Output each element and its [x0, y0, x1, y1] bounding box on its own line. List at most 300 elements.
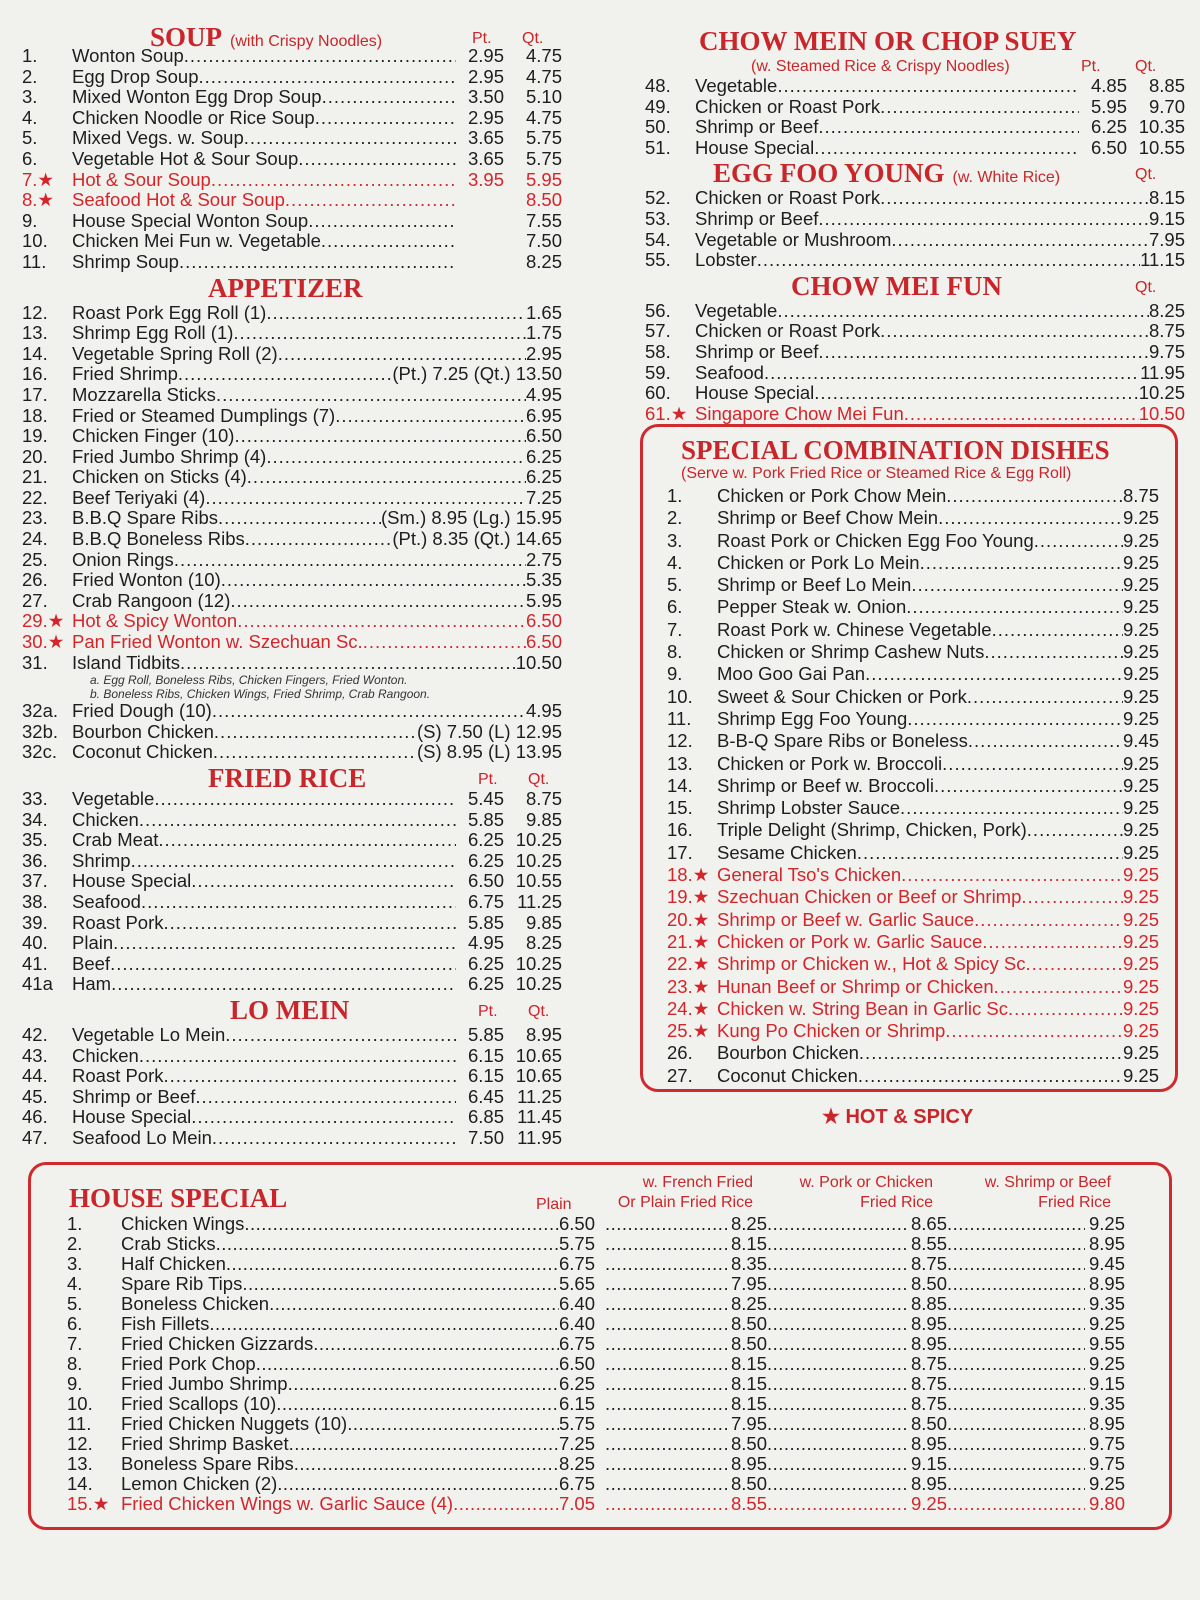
dot-leader — [947, 1434, 1085, 1454]
fried-rice-title: FRIED RICE — [208, 763, 367, 793]
item-number: 31. — [22, 651, 48, 673]
price-pork-chicken: 8.95 — [910, 1313, 947, 1334]
item-number: 24. — [22, 528, 48, 550]
item-price: 1.65 — [525, 301, 562, 323]
price-plain: 5.75 — [559, 1233, 596, 1254]
item-number: 61.★ — [645, 402, 688, 424]
item-number: 20. — [22, 445, 48, 467]
item-price-pt: 3.95 — [467, 168, 504, 190]
item-number: 26. — [22, 569, 48, 591]
dot-leader — [191, 871, 456, 892]
menu-item-row — [667, 574, 1159, 596]
menu-item-row — [645, 321, 1185, 342]
price-pork-chicken: 8.95 — [910, 1433, 947, 1454]
dot-leader — [110, 954, 456, 975]
item-name: Roast Pork or Chicken Egg Foo Young — [717, 529, 1034, 551]
menu-item-row — [667, 886, 1159, 908]
dot-leader — [212, 701, 526, 722]
item-price: (S) 7.50 (L) 12.95 — [417, 720, 562, 742]
item-name: Fried Dough (10) — [72, 700, 212, 722]
fried-rice-list — [22, 789, 562, 995]
item-price: 4.95 — [525, 700, 562, 722]
dot-leader — [256, 1354, 559, 1374]
lo-mein-title: LO MEIN — [230, 994, 350, 1025]
combo-list — [667, 485, 1159, 1087]
dot-leader — [180, 653, 516, 674]
menu-item-row — [22, 1066, 562, 1087]
dot-leader — [945, 1020, 1123, 1042]
item-number: 23. — [22, 507, 48, 529]
item-number: 1. — [67, 1213, 83, 1234]
dot-leader — [1021, 886, 1123, 908]
dot-leader — [767, 1234, 907, 1254]
item-number: 32a. — [22, 700, 59, 722]
price-plain: 7.05 — [559, 1493, 596, 1514]
house-special-row — [67, 1434, 1125, 1454]
item-price-qt: 10.55 — [1138, 136, 1185, 158]
menu-item-row — [22, 406, 562, 427]
house-special-list — [67, 1214, 1125, 1514]
item-price-qt: 5.10 — [525, 86, 562, 108]
menu-item-row — [22, 570, 562, 591]
dot-leader — [285, 190, 456, 211]
menu-item-row — [667, 552, 1159, 574]
item-name: Szechuan Chicken or Beef or Shrimp — [717, 886, 1022, 908]
item-number: 22.★ — [667, 953, 710, 975]
dot-leader — [764, 363, 1140, 384]
item-price-qt: 8.25 — [525, 250, 562, 272]
item-name: Plain — [72, 932, 114, 954]
dot-leader — [276, 1394, 559, 1414]
dot-leader — [214, 722, 417, 743]
price-shrimp-beef: 8.95 — [1088, 1273, 1125, 1294]
item-price-pt: 2.95 — [467, 106, 504, 128]
dot-leader — [199, 67, 456, 88]
item-name: Shrimp or Beef — [72, 1085, 196, 1107]
menu-item-row — [667, 753, 1159, 775]
price-french-fried: 8.25 — [730, 1293, 767, 1314]
item-number: 39. — [22, 911, 48, 933]
dot-leader — [920, 552, 1123, 574]
item-price: (Pt.) 7.25 (Qt.) 13.50 — [392, 363, 562, 385]
item-number: 16. — [22, 363, 48, 385]
item-number: 43. — [22, 1044, 48, 1066]
menu-item-row — [22, 67, 562, 88]
menu-item-row — [22, 508, 562, 529]
item-number: 3. — [667, 529, 683, 551]
dot-leader — [605, 1334, 727, 1354]
dot-leader — [968, 730, 1123, 752]
item-price: 9.25 — [1122, 529, 1159, 551]
item-name: Fried Pork Chop — [121, 1353, 256, 1374]
menu-item-row — [667, 953, 1159, 975]
item-price-pt: 6.15 — [467, 1044, 504, 1066]
combo-subtitle: (Serve w. Pork Fried Rice or Steamed Rice & Egg Roll) — [681, 465, 1072, 482]
dot-leader — [900, 797, 1123, 819]
item-price-pt: 4.85 — [1090, 75, 1127, 96]
item-number: 15. — [667, 797, 693, 819]
item-number: 7.★ — [22, 168, 55, 190]
item-name: Egg Drop Soup — [72, 65, 199, 87]
menu-item-row — [22, 231, 562, 252]
item-price: 8.75 — [1148, 320, 1185, 342]
item-price: 10.50 — [1138, 402, 1185, 424]
item-name: Chicken Noodle or Rice Soup — [72, 106, 315, 128]
price-shrimp-beef: 9.25 — [1088, 1353, 1125, 1374]
item-price-pt: 2.95 — [467, 65, 504, 87]
item-name: B.B.Q Boneless Ribs — [72, 528, 245, 550]
price-french-fried: 8.15 — [730, 1393, 767, 1414]
col-pork-chicken-label: w. Pork or Chicken Fried Rice — [799, 1174, 933, 1211]
price-shrimp-beef: 9.75 — [1088, 1453, 1125, 1474]
item-price: 9.25 — [1122, 618, 1159, 640]
item-price-qt: 5.95 — [525, 168, 562, 190]
price-shrimp-beef: 9.80 — [1088, 1493, 1125, 1514]
item-name: Vegetable — [72, 788, 155, 809]
price-french-fried: 8.15 — [730, 1373, 767, 1394]
item-name: Chicken — [72, 808, 139, 830]
item-price-qt: 11.95 — [517, 1126, 562, 1148]
dot-leader — [946, 485, 1123, 507]
dot-leader — [859, 1042, 1123, 1064]
item-number: 10. — [22, 230, 48, 252]
item-number: 11. — [67, 1413, 92, 1434]
item-name: Shrimp or Beef Chow Mein — [717, 507, 939, 529]
dot-leader — [347, 1414, 559, 1434]
item-number: 30.★ — [22, 631, 65, 653]
item-price-qt: 11.45 — [517, 1106, 562, 1128]
price-plain: 6.75 — [559, 1333, 596, 1354]
item-price: 9.25 — [1122, 886, 1159, 908]
dot-leader — [818, 342, 1149, 363]
chow-mei-fun-qt-label: Qt. — [1135, 278, 1157, 296]
item-price: 9.25 — [1122, 574, 1159, 596]
dot-leader — [218, 508, 381, 529]
dot-leader — [288, 1374, 559, 1394]
item-name: Shrimp or Beef — [695, 207, 819, 229]
dot-leader — [278, 344, 526, 365]
item-price-qt: 4.75 — [525, 45, 562, 66]
item-price-pt: 5.95 — [1090, 95, 1127, 117]
price-shrimp-beef: 9.35 — [1088, 1393, 1125, 1414]
item-price: 9.25 — [1122, 819, 1159, 841]
dot-leader — [234, 426, 526, 447]
dot-leader — [242, 1274, 559, 1294]
item-price-qt: 5.75 — [525, 127, 562, 149]
item-name: Chicken or Pork w. Garlic Sauce — [717, 930, 983, 952]
item-name: Chicken or Shrimp Cashew Nuts — [717, 641, 985, 663]
item-number: 19.★ — [667, 886, 710, 908]
item-price: 6.25 — [525, 445, 562, 467]
item-number: 41. — [22, 952, 48, 974]
item-number: 25. — [22, 548, 48, 570]
item-name: Fried Shrimp — [72, 363, 178, 385]
menu-item-row — [22, 722, 562, 743]
menu-item-row — [22, 170, 562, 191]
dot-leader — [225, 1025, 456, 1046]
menu-item-row — [22, 190, 562, 211]
dot-leader — [221, 570, 526, 591]
item-name: Lobster — [695, 249, 757, 271]
item-price-pt: 5.85 — [467, 808, 504, 830]
menu-item-row — [22, 364, 562, 385]
soup-header — [22, 22, 562, 52]
dot-leader — [315, 108, 456, 129]
item-number: 20.★ — [667, 908, 710, 930]
price-french-fried: 8.50 — [730, 1333, 767, 1354]
dot-leader — [244, 1214, 559, 1234]
item-number: 2. — [667, 507, 683, 529]
dot-leader — [605, 1314, 727, 1334]
item-name: Moo Goo Gai Pan — [717, 663, 866, 685]
item-name: Seafood — [72, 890, 141, 912]
item-price: 6.50 — [525, 631, 562, 653]
price-pork-chicken: 9.25 — [910, 1493, 947, 1514]
menu-item-row — [22, 1087, 562, 1108]
item-name: Beef — [72, 952, 111, 974]
dot-leader — [131, 851, 456, 872]
price-shrimp-beef: 9.25 — [1088, 1473, 1125, 1494]
dot-leader — [605, 1454, 727, 1474]
item-number: 33. — [22, 788, 48, 809]
dot-leader — [335, 406, 526, 427]
item-name: Roast Pork — [72, 1065, 164, 1087]
chow-mein-qt-label: Qt. — [1135, 58, 1157, 75]
item-name: Fried Jumbo Shrimp — [121, 1373, 288, 1394]
dot-leader — [767, 1474, 907, 1494]
menu-item-row — [667, 663, 1159, 685]
dot-leader — [947, 1354, 1085, 1374]
item-name: Seafood Hot & Sour Soup — [72, 189, 285, 211]
dot-leader — [857, 842, 1123, 864]
price-french-fried: 8.50 — [730, 1433, 767, 1454]
menu-item-row — [22, 467, 562, 488]
price-pork-chicken: 8.75 — [910, 1353, 947, 1374]
item-name: Chicken or Pork Chow Mein — [717, 485, 947, 506]
dot-leader — [1034, 530, 1123, 552]
item-name: General Tso's Chicken — [717, 864, 902, 886]
item-price: 6.50 — [525, 425, 562, 447]
item-price: 9.25 — [1122, 685, 1159, 707]
menu-item-row — [22, 591, 562, 612]
dot-leader — [277, 1474, 559, 1494]
item-name: Fried Chicken Wings w. Garlic Sauce (4) — [121, 1493, 454, 1514]
price-pork-chicken: 8.50 — [910, 1413, 947, 1434]
item-number: 53. — [645, 207, 671, 229]
dot-leader — [453, 1494, 559, 1514]
item-price-qt: 10.55 — [515, 870, 562, 892]
dot-leader — [767, 1374, 907, 1394]
dot-leader — [141, 892, 456, 913]
house-special-row — [67, 1474, 1125, 1494]
house-special-row — [67, 1414, 1125, 1434]
item-name: Chicken or Roast Pork — [695, 95, 881, 117]
item-number: 15.★ — [67, 1493, 110, 1514]
menu-item-row — [667, 641, 1159, 663]
item-name: House Special — [695, 382, 815, 404]
item-price-qt: 7.50 — [525, 230, 562, 252]
dot-leader — [904, 404, 1139, 425]
item-name: Coconut Chicken — [717, 1064, 858, 1086]
item-name: B-B-Q Spare Ribs or Boneless — [717, 730, 968, 752]
item-price: (Sm.) 8.95 (Lg.) 15.95 — [381, 507, 562, 529]
item-name: Chicken on Sticks (4) — [72, 466, 247, 488]
item-number: 5. — [22, 127, 38, 149]
item-price: 8.15 — [1148, 187, 1185, 209]
dot-leader — [934, 775, 1123, 797]
item-price: 6.50 — [525, 610, 562, 632]
dot-leader — [947, 1454, 1085, 1474]
item-name: Seafood Lo Mein — [72, 1126, 212, 1148]
item-name: Fried Wonton (10) — [72, 569, 221, 591]
dot-leader — [947, 1494, 1085, 1514]
item-name: Shrimp Lobster Sauce — [717, 797, 901, 819]
dot-leader — [179, 252, 456, 273]
item-name: Onion Rings — [72, 548, 174, 570]
item-name: Hunan Beef or Shrimp or Chicken — [717, 975, 994, 997]
price-plain: 6.50 — [559, 1353, 596, 1374]
item-number: 3. — [22, 86, 38, 108]
dot-leader — [139, 810, 456, 831]
item-number: 6. — [22, 147, 38, 169]
item-price-pt: 3.50 — [467, 86, 504, 108]
dot-leader — [216, 1234, 559, 1254]
item-number: 8. — [67, 1353, 83, 1374]
chow-mei-fun-title: CHOW MEI FUN — [791, 270, 1003, 301]
dot-leader — [321, 231, 456, 252]
item-name: Shrimp or Beef Lo Mein — [717, 574, 912, 596]
dot-leader — [139, 1046, 456, 1067]
item-name: Shrimp Egg Foo Young — [717, 707, 908, 729]
menu-item-row — [22, 933, 562, 954]
menu-item-row — [645, 250, 1185, 271]
menu-item-row — [22, 550, 562, 571]
dot-leader — [605, 1254, 727, 1274]
item-number: 5. — [67, 1293, 83, 1314]
menu-item-row — [22, 323, 562, 344]
dot-leader — [605, 1214, 727, 1234]
dot-leader — [767, 1494, 907, 1514]
chow-mein-pt-label: Pt. — [1081, 58, 1101, 75]
house-special-row — [67, 1354, 1125, 1374]
price-shrimp-beef: 9.25 — [1088, 1313, 1125, 1334]
dot-leader — [901, 864, 1123, 886]
price-plain: 6.40 — [559, 1313, 596, 1334]
item-number: 8.★ — [22, 189, 55, 211]
item-price: 11.15 — [1140, 249, 1185, 271]
dot-leader — [205, 488, 526, 509]
item-price: 9.25 — [1122, 752, 1159, 774]
dot-leader — [294, 1454, 559, 1474]
item-number: 9. — [67, 1373, 83, 1394]
item-name: Shrimp or Beef — [695, 340, 819, 362]
dot-leader — [233, 323, 526, 344]
item-name: Wonton Soup — [72, 45, 184, 66]
item-name: Vegetable Hot & Sour Soup — [72, 147, 299, 169]
soup-subtitle: (with Crispy Noodles) — [230, 33, 383, 50]
menu-item-row — [667, 596, 1159, 618]
item-price-qt: 4.75 — [525, 65, 562, 87]
menu-item-row — [645, 97, 1185, 118]
menu-item-row — [22, 488, 562, 509]
item-price-pt: 6.85 — [467, 1106, 504, 1128]
item-number: 24.★ — [667, 997, 710, 1019]
item-number: 34. — [22, 808, 48, 830]
item-number: 48. — [645, 75, 671, 96]
chow-mein-title: CHOW MEIN OR CHOP SUEY — [699, 26, 1077, 56]
menu-item-row — [645, 76, 1185, 97]
dot-leader — [767, 1214, 907, 1234]
item-number: 52. — [645, 187, 671, 209]
item-name: Beef Teriyaki (4) — [72, 486, 206, 508]
appetizer-title: APPETIZER — [208, 272, 363, 303]
dot-leader — [906, 596, 1123, 618]
lo-mein-list — [22, 1025, 562, 1149]
item-price: 9.25 — [1122, 1064, 1159, 1086]
menu-item-row — [667, 775, 1159, 797]
item-number: 40. — [22, 932, 48, 954]
item-number: 22. — [22, 486, 48, 508]
menu-item-row — [22, 385, 562, 406]
egg-foo-young-qt-label: Qt. — [1135, 166, 1157, 184]
item-price-pt: 6.25 — [467, 849, 504, 871]
house-special-box — [28, 1162, 1172, 1530]
menu-item-row — [22, 252, 562, 273]
item-number: 1. — [667, 485, 683, 506]
item-price-pt: 6.50 — [1090, 136, 1127, 158]
item-name: Triple Delight (Shrimp, Chicken, Pork) — [717, 819, 1027, 841]
menu-item-row — [645, 138, 1185, 159]
price-plain: 6.75 — [559, 1253, 596, 1274]
item-number: 27. — [22, 589, 48, 611]
soup-list — [22, 46, 562, 273]
house-special-row — [67, 1314, 1125, 1334]
item-number: 13. — [22, 322, 48, 344]
col-french-label: w. French Fried Or Plain Fried Rice — [617, 1174, 753, 1211]
price-shrimp-beef: 9.15 — [1088, 1373, 1125, 1394]
item-name: Fried Chicken Nuggets (10) — [121, 1413, 348, 1434]
item-price: (S) 8.95 (L) 13.95 — [417, 741, 562, 763]
price-plain: 6.50 — [559, 1213, 596, 1234]
menu-item-row — [667, 619, 1159, 641]
item-number: 9. — [667, 663, 683, 685]
item-price: 9.25 — [1122, 1042, 1159, 1064]
dot-leader — [213, 742, 417, 763]
item-price: 1.75 — [525, 322, 562, 344]
item-name: Fried or Steamed Dumplings (7) — [72, 404, 336, 426]
dot-leader — [266, 303, 526, 324]
menu-item-row — [22, 303, 562, 324]
dot-leader — [363, 632, 526, 653]
dot-leader — [605, 1434, 727, 1454]
item-name: Bourbon Chicken — [72, 720, 214, 742]
menu-item-row — [22, 1025, 562, 1046]
item-name: Chicken — [72, 1044, 139, 1066]
item-name: B.B.Q Spare Ribs — [72, 507, 219, 529]
dot-leader — [865, 663, 1123, 685]
item-number: 57. — [645, 320, 671, 342]
item-price-qt: 11.25 — [517, 890, 562, 912]
item-name: Boneless Chicken — [121, 1293, 270, 1314]
item-price-qt: 8.50 — [525, 189, 562, 211]
dot-leader — [757, 250, 1140, 271]
item-number: 8. — [667, 641, 683, 663]
item-number: 6. — [667, 596, 683, 618]
chow-mein-subheader — [645, 56, 1185, 76]
dot-leader — [164, 913, 456, 934]
special-combination-box — [640, 424, 1178, 1092]
item-number: 23.★ — [667, 975, 710, 997]
